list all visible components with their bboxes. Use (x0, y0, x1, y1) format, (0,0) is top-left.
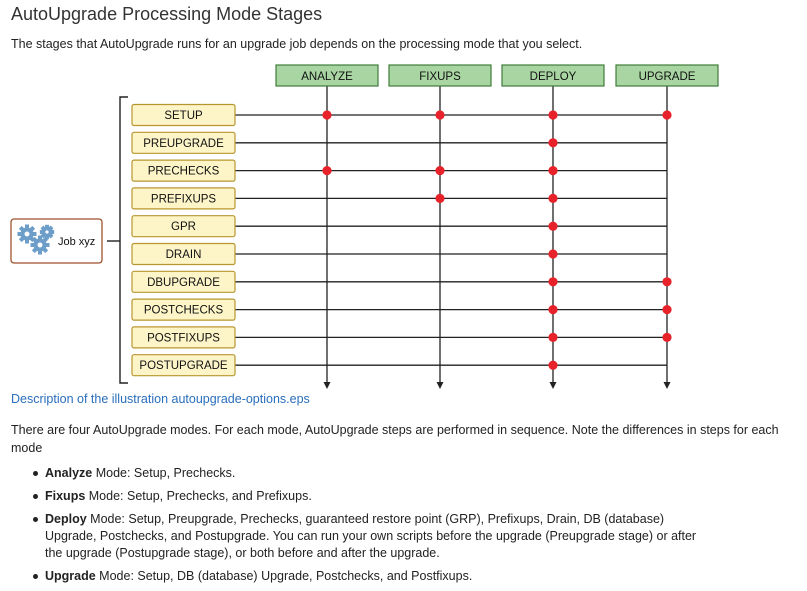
mode-desc: Mode: Setup, Prechecks. (92, 466, 236, 480)
mode-list (11, 465, 711, 591)
dot-deploy-postfixups (548, 333, 557, 342)
mode-desc: Mode: Setup, Preupgrade, Prechecks, guaranteed restore point (GRP), Prefixups, Drain, DB (database) Upgrade, Postchecks, and Postupgrade. You can run your own scripts before the upgrade (Preupgrade stage) or after the upgrade (Postupgrade stage), or both before and after the upgrade. (45, 512, 697, 560)
dot-deploy-dbupgrade (548, 277, 557, 286)
job-label: Job xyz (58, 236, 96, 248)
dot-upgrade-postfixups (662, 333, 671, 342)
mode-desc: Mode: Setup, Prechecks, and Prefixups. (85, 489, 312, 503)
mode-list-item-deploy (11, 511, 711, 562)
dot-fixups-setup (435, 110, 444, 119)
stage-label: POSTCHECKS (143, 304, 224, 317)
stage-label: DBUPGRADE (147, 276, 220, 289)
mode-list-item-analyze (11, 465, 711, 482)
stage-box-preupgrade (132, 132, 235, 153)
mode-name: Deploy (45, 512, 87, 526)
arrow-head-upgrade (664, 382, 671, 389)
stage-box-drain (132, 244, 235, 265)
modes-paragraph: There are four AutoUpgrade modes. For each mode, AutoUpgrade steps are performed in sequence. Note the differences in steps for each mode (11, 423, 779, 455)
stage-box-postfixups (132, 327, 235, 348)
stage-box-prefixups (132, 188, 235, 209)
mode-box-analyze (276, 65, 378, 86)
dot-deploy-setup (548, 110, 557, 119)
dot-deploy-postupgrade (548, 361, 557, 370)
mode-box-fixups (389, 65, 491, 86)
mode-label: FIXUPS (419, 71, 461, 83)
dot-fixups-prechecks (435, 166, 444, 175)
dot-deploy-postchecks (548, 305, 557, 314)
stage-label: SETUP (164, 110, 203, 122)
stage-label: GPR (171, 221, 196, 234)
arrow-head-deploy (550, 382, 557, 389)
mode-list-item-upgrade (11, 568, 711, 585)
dot-deploy-drain (548, 249, 557, 258)
stage-label: DRAIN (165, 249, 202, 261)
dot-upgrade-setup (662, 110, 671, 119)
stage-box-prechecks (132, 160, 235, 181)
stage-label: PRECHECKS (147, 165, 220, 178)
dot-analyze-prechecks (322, 166, 331, 175)
mode-box-deploy (502, 65, 604, 86)
stage-box-gpr (132, 216, 235, 237)
arrow-head-fixups (437, 382, 444, 389)
stage-box-dbupgrade (132, 271, 235, 292)
intro-text: The stages that AutoUpgrade runs for an upgrade job depends on the processing mode that you select. (11, 37, 583, 51)
dot-upgrade-postchecks (662, 305, 671, 314)
mode-box-upgrade (616, 65, 718, 86)
mode-label: ANALYZE (301, 71, 353, 83)
dot-fixups-prefixups (435, 194, 444, 203)
mode-label: UPGRADE (638, 71, 696, 83)
page-title: AutoUpgrade Processing Mode Stages (11, 4, 323, 24)
mode-list-item-fixups (11, 488, 711, 505)
stage-box-postupgrade (132, 355, 235, 376)
dot-deploy-gpr (548, 222, 557, 231)
stage-label: PREFIXUPS (150, 193, 217, 206)
stage-box-postchecks (132, 299, 235, 320)
stage-label: POSTUPGRADE (139, 360, 228, 373)
dot-analyze-setup (322, 110, 331, 119)
stage-bracket (120, 97, 128, 383)
mode-name: Analyze (45, 466, 93, 480)
dot-upgrade-dbupgrade (662, 277, 671, 286)
stage-box-setup (132, 105, 235, 126)
description-link[interactable]: Description of the illustration autoupgrade-options.eps (11, 392, 310, 406)
dot-deploy-preupgrade (548, 138, 557, 147)
mode-label: DEPLOY (529, 71, 577, 83)
dot-deploy-prechecks (548, 166, 557, 175)
mode-desc: Mode: Setup, DB (database) Upgrade, Postchecks, and Postfixups. (95, 569, 473, 583)
stage-label: PREUPGRADE (143, 137, 224, 150)
mode-name: Fixups (45, 489, 86, 503)
dot-deploy-prefixups (548, 194, 557, 203)
stage-label: POSTFIXUPS (147, 332, 220, 345)
job-box (11, 219, 102, 263)
mode-name: Upgrade (45, 569, 96, 583)
arrow-head-analyze (324, 382, 331, 389)
